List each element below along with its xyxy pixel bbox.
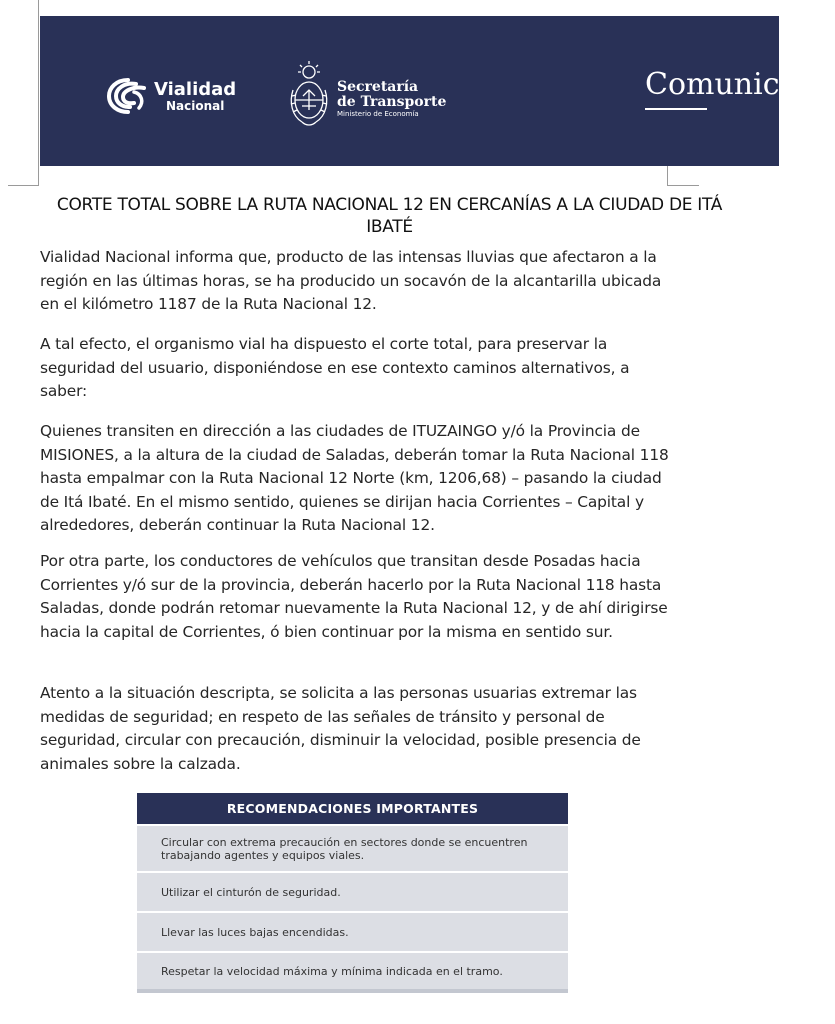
comunicado-underline — [645, 108, 707, 110]
recommendations-footer-bar — [137, 989, 568, 993]
paragraph-4: Por otra parte, los conductores de vehículos que transitan desde Posadas hacia Corrientes y/ó sur de la provincia, deberán hacerlo por la Ruta Nacional 118 hasta Saladas, donde podrán retomar nuevamente la Ruta Nacional 12, y de ahí dirigirse hacia la capital de Corrientes, ó bien continuar por la misma en sentido sur. — [40, 552, 668, 641]
paragraph-3: Quienes transiten en dirección a las ciudades de ITUZAINGO y/ó la Provincia de MISIONES, a la altura de la ciudad de Saladas, deberán tomar la Ruta Nacional 118 hasta empalmar con la Ruta Nacional 12 Norte (km, 1206,68) – pasando la ciudad de Itá Ibaté. En el mismo sentido, quienes se dirijan hacia Corrientes – Capital y alrededores, deberán continuar la Ruta Nacional 12. — [40, 422, 669, 534]
crop-mark-right-vertical — [667, 166, 668, 186]
document-title: CORTE TOTAL SOBRE LA RUTA NACIONAL 12 EN CERCANÍAS A LA CIUDAD DE ITÁ IBATÉ — [56, 195, 723, 237]
recommendation-item: Utilizar el cinturón de seguridad. — [137, 871, 568, 911]
argentina-coat-of-arms-icon — [288, 60, 330, 130]
vialidad-swirl-icon — [106, 76, 150, 116]
recommendation-item: Llevar las luces bajas encendidas. — [137, 911, 568, 951]
crop-mark-right — [667, 185, 699, 186]
paragraph-1: Vialidad Nacional informa que, producto de las intensas lluvias que afectaron a la región en las últimas horas, se ha producido un socavón de la alcantarilla ubicada en el kilómetro 1187 de la Ruta Nacional 12. — [40, 248, 662, 313]
crop-mark-left — [8, 185, 39, 186]
crop-mark-left-vertical — [38, 166, 39, 186]
recommendations-header: RECOMENDACIONES IMPORTANTES — [137, 793, 568, 824]
vialidad-nacional-logo — [106, 76, 236, 116]
secretaria-line-1: Secretaría — [337, 79, 419, 95]
recommendation-item: Circular con extrema precaución en sectores donde se encuentren trabajando agentes y equipos viales. — [137, 824, 568, 871]
paragraph-2: A tal efecto, el organismo vial ha dispuesto el corte total, para preservar la seguridad del usuario, disponiéndose en ese contexto caminos alternativos, a saber: — [40, 335, 630, 400]
vialidad-name: Vialidad — [154, 78, 237, 100]
page-border-left — [38, 0, 39, 185]
recommendation-item: Respetar la velocidad máxima y mínima indicada en el tramo. — [137, 951, 568, 989]
secretaria-line-2: de Transporte — [337, 94, 447, 110]
ministerio-label: Ministerio de Economía — [337, 110, 419, 118]
paragraph-5: Atento a la situación descripta, se solicita a las personas usuarias extremar las medidas de seguridad; en respeto de las señales de tránsito y personal de seguridad, circular con precaución, disminuir la velocidad, posible presencia de animales sobre la calzada. — [40, 684, 641, 773]
vialidad-sub: Nacional — [166, 98, 225, 113]
secretaria-transporte-logo — [337, 80, 446, 118]
recommendations-table — [137, 793, 568, 993]
comunicado-heading: Comunicado — [645, 67, 835, 102]
